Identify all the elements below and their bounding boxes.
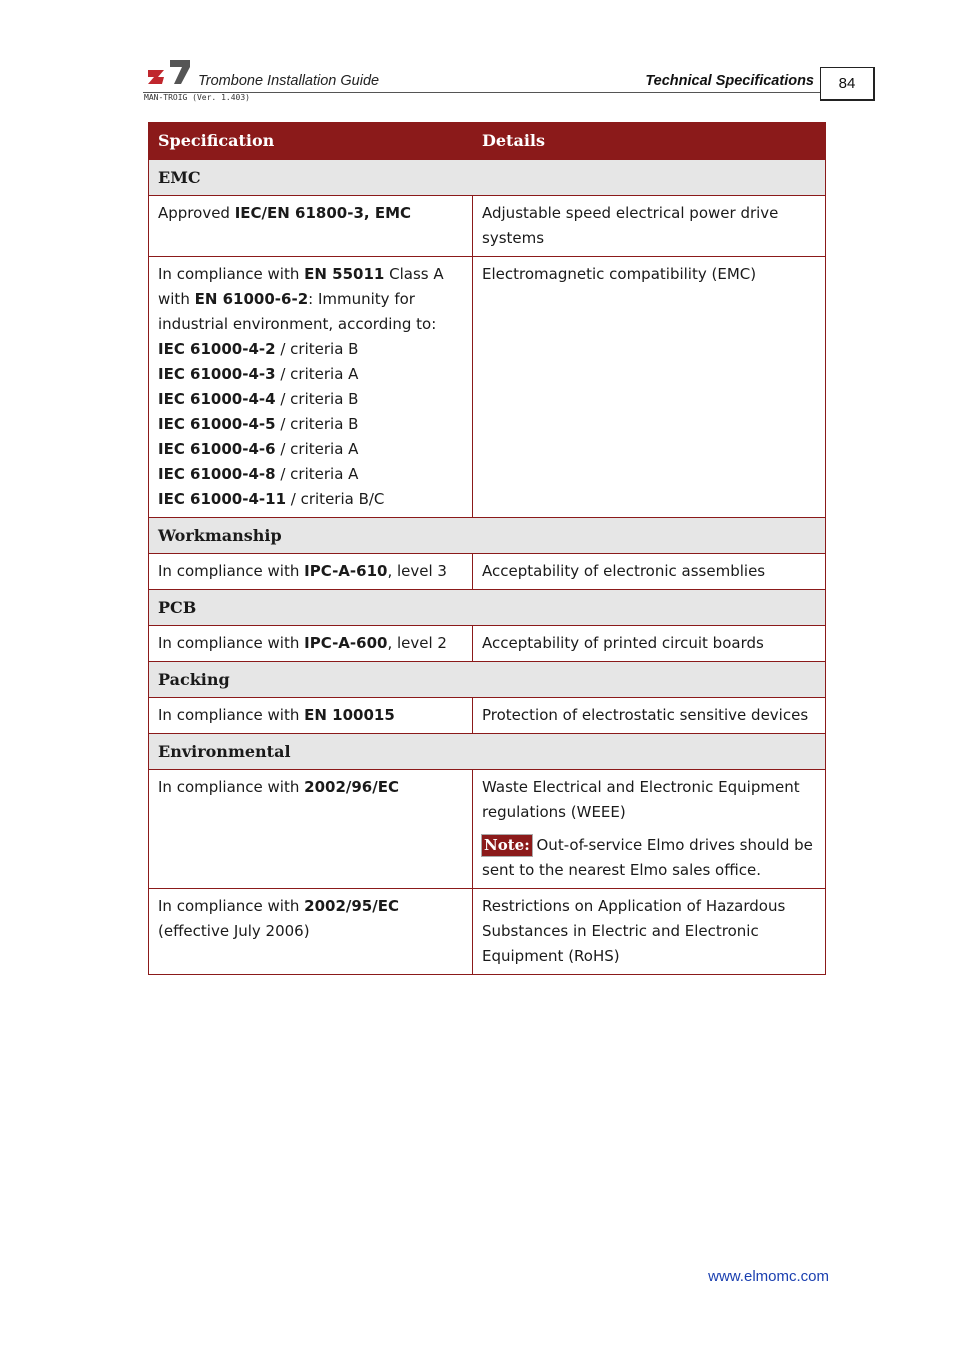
group-row-workmanship bbox=[149, 518, 826, 554]
table-row bbox=[149, 889, 826, 975]
details-cell: Acceptability of electronic assemblies bbox=[473, 554, 826, 590]
group-label: Workmanship bbox=[149, 518, 826, 554]
table-row bbox=[149, 770, 826, 889]
document-code: MAN-TROIG (Ver. 1.403) bbox=[144, 93, 250, 102]
details-cell: Waste Electrical and Electronic Equipment regulations (WEEE) Note: Out-of-service Elmo drives should be sent to the nearest Elmo sales office. bbox=[473, 770, 826, 889]
standard-line: IEC 61000-4-11 / criteria B/C bbox=[158, 490, 385, 508]
table-row bbox=[149, 698, 826, 734]
spec-cell: Approved IEC/EN 61800-3, EMC bbox=[149, 196, 473, 257]
note-label: Note: bbox=[484, 836, 530, 854]
website-link[interactable]: www.elmomc.com bbox=[708, 1268, 829, 1285]
table-row bbox=[149, 196, 826, 257]
spec-cell: In compliance with EN 55011 Class A with EN 61000-6-2: Immunity for industrial environment, according to: IEC 61000-4-2 / criteria B IEC 61000-4-3 / criteria A IEC 61000-4-4 / criteria B IEC 61000-4-5 / criteria B IEC 61000-4-6 / criteria A IEC 61000-4-8 / criteria A IEC 61000-4-11 / criteria B/C bbox=[149, 257, 473, 518]
section-title: Technical Specifications bbox=[645, 73, 814, 89]
spec-cell: In compliance with 2002/95/EC (effective July 2006) bbox=[149, 889, 473, 975]
note: Note: Out-of-service Elmo drives should be sent to the nearest Elmo sales office. bbox=[482, 836, 813, 879]
table-header-row bbox=[149, 123, 826, 160]
page-header bbox=[0, 0, 954, 110]
group-row-emc bbox=[149, 160, 826, 196]
group-label: Packing bbox=[149, 662, 826, 698]
standard-line: IEC 61000-4-6 / criteria A bbox=[158, 440, 359, 458]
details-cell: Acceptability of printed circuit boards bbox=[473, 626, 826, 662]
details-cell: Adjustable speed electrical power drive systems bbox=[473, 196, 826, 257]
group-row-pcb bbox=[149, 590, 826, 626]
spec-cell: In compliance with IPC-A-600, level 2 bbox=[149, 626, 473, 662]
group-label: Environmental bbox=[149, 734, 826, 770]
group-label: EMC bbox=[149, 160, 826, 196]
group-row-packing bbox=[149, 662, 826, 698]
column-header-specification: Specification bbox=[149, 123, 473, 160]
details-cell: Restrictions on Application of Hazardous Substances in Electric and Electronic Equipment (RoHS) bbox=[473, 889, 826, 975]
specifications-table bbox=[148, 122, 826, 975]
spec-cell: In compliance with EN 100015 bbox=[149, 698, 473, 734]
table-row bbox=[149, 257, 826, 518]
standard-line: IEC 61000-4-2 / criteria B bbox=[158, 340, 359, 358]
group-label: PCB bbox=[149, 590, 826, 626]
standard-line: IEC 61000-4-3 / criteria A bbox=[158, 365, 359, 383]
column-header-details: Details bbox=[473, 123, 826, 160]
page-number: 84 bbox=[820, 67, 875, 101]
elmo-logo-icon bbox=[148, 58, 190, 88]
spec-cell: In compliance with 2002/96/EC bbox=[149, 770, 473, 889]
standard-line: IEC 61000-4-4 / criteria B bbox=[158, 390, 359, 408]
standard-line: IEC 61000-4-8 / criteria A bbox=[158, 465, 359, 483]
spec-cell: In compliance with IPC-A-610, level 3 bbox=[149, 554, 473, 590]
table-row bbox=[149, 626, 826, 662]
details-cell: Electromagnetic compatibility (EMC) bbox=[473, 257, 826, 518]
details-cell: Protection of electrostatic sensitive devices bbox=[473, 698, 826, 734]
group-row-environmental bbox=[149, 734, 826, 770]
standard-line: IEC 61000-4-5 / criteria B bbox=[158, 415, 359, 433]
guide-title: Trombone Installation Guide bbox=[198, 73, 380, 89]
table-row bbox=[149, 554, 826, 590]
